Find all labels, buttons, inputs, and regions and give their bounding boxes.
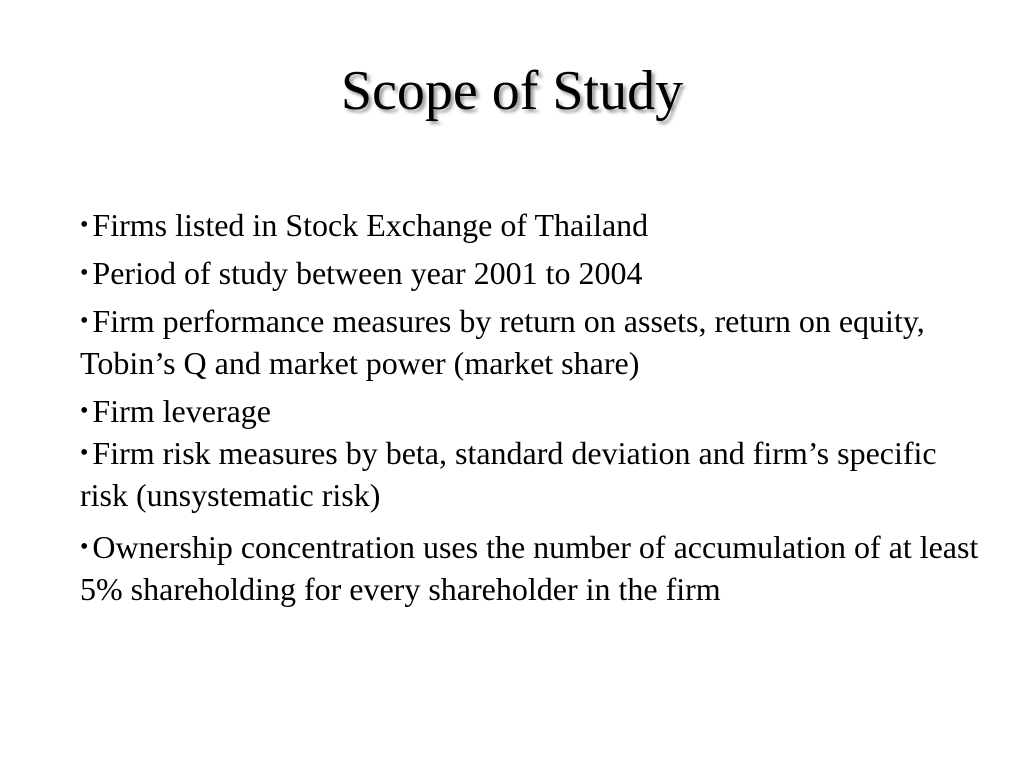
bullet-item xyxy=(80,300,990,384)
bullet-dot-icon: • xyxy=(80,440,89,466)
bullet-text: Period of study between year 2001 to 2004 xyxy=(92,255,643,291)
slide-title: Scope of Study xyxy=(340,60,684,122)
bullet-text: Firm risk measures by beta, standard deviation and firm’s specific risk (unsystematic risk) xyxy=(80,435,937,513)
bullet-text: Ownership concentration uses the number of accumulation of at least 5% shareholding for every shareholder in the firm xyxy=(80,529,979,607)
bullet-text: Firms listed in Stock Exchange of Thailand xyxy=(92,207,649,243)
bullet-dot-icon: • xyxy=(80,260,89,286)
bullet-text: Firm leverage xyxy=(92,393,271,429)
bullet-text: Firm performance measures by return on assets, return on equity, Tobin’s Q and market power (market share) xyxy=(80,303,925,381)
bullet-dot-icon: • xyxy=(80,212,89,238)
bullet-item xyxy=(80,204,990,246)
bullet-list xyxy=(80,204,990,610)
bullet-item xyxy=(80,252,990,294)
bullet-item xyxy=(80,526,990,610)
bullet-dot-icon: • xyxy=(80,534,89,560)
bullet-dot-icon: • xyxy=(80,398,89,424)
bullet-item xyxy=(80,432,990,516)
bullet-item xyxy=(80,390,990,432)
bullet-dot-icon: • xyxy=(80,308,89,334)
